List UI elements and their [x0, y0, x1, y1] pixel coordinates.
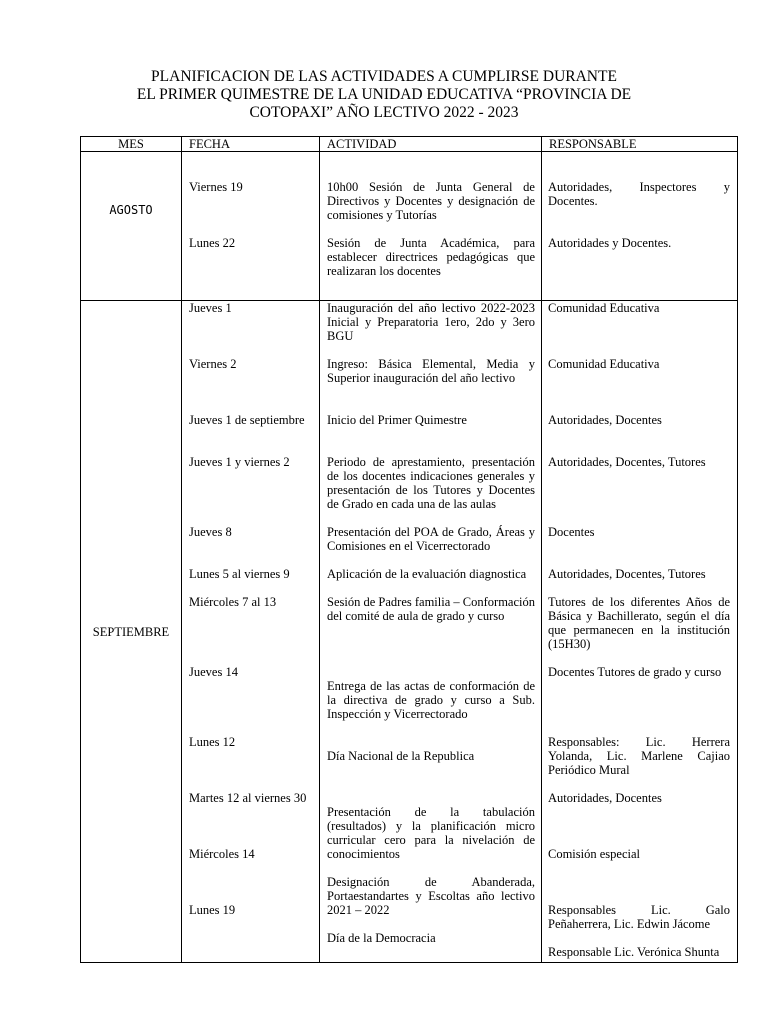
- table-row-agosto: [81, 152, 738, 301]
- fecha-item: Lunes 22: [189, 236, 236, 250]
- fecha-item: Jueves 1 de septiembre: [189, 413, 305, 427]
- actividad-item: Presentación del POA de Grado, Áreas y Comisiones en el Vicerrectorado: [327, 525, 535, 553]
- fecha-item: Lunes 19: [189, 903, 236, 917]
- responsable-item: Autoridades, Docentes: [548, 791, 662, 805]
- fecha-item: Miércoles 7 al 13: [189, 595, 277, 609]
- responsable-item: Autoridades, Docentes: [548, 413, 662, 427]
- fecha-cell-agosto: [182, 152, 320, 301]
- responsable-cell-agosto: [542, 152, 738, 301]
- actividad-item: Sesión de Junta Académica, para establecer directrices pedagógicas que realizaran los docentes: [327, 236, 535, 278]
- actividad-item: Periodo de aprestamiento, presentación de los docentes indicaciones generales y presentación de los Tutores y Docentes de Grado en cada una de las aulas: [327, 455, 535, 511]
- actividad-item: 10h00 Sesión de Junta General de Directivos y Docentes y designación de comisiones y Tutorías: [327, 180, 535, 222]
- fecha-item: Martes 12 al viernes 30: [189, 791, 307, 805]
- actividad-item: Día de la Democracia: [327, 931, 436, 945]
- actividad-item: Ingreso: Básica Elemental, Media y Superior inauguración del año lectivo: [327, 357, 535, 385]
- actividad-item: Día Nacional de la Republica: [327, 749, 475, 763]
- title-line-2: EL PRIMER QUIMESTRE DE LA UNIDAD EDUCATIVA “PROVINCIA DE: [136, 86, 632, 103]
- actividad-item: Entrega de las actas de conformación de la directiva de grado y curso a Sub. Inspección y Vicerrectorado: [327, 679, 535, 721]
- fecha-item: Lunes 12: [189, 735, 236, 749]
- responsable-item: Docentes: [548, 525, 595, 539]
- actividad-item: Designación de Abanderada, Portaestandartes y Escoltas año lectivo 2021 – 2022: [327, 875, 535, 917]
- month-cell-septiembre: [81, 301, 182, 963]
- actividad-item: Aplicación de la evaluación diagnostica: [327, 567, 527, 581]
- title-line-1: PLANIFICACION DE LAS ACTIVIDADES A CUMPLIRSE DURANTE: [151, 68, 617, 85]
- fecha-item: Lunes 5 al viernes 9: [189, 567, 290, 581]
- title-line-3: COTOPAXI” AÑO LECTIVO 2022 - 2023: [249, 104, 519, 121]
- document-title: [80, 68, 688, 122]
- header-mes: MES: [81, 137, 182, 152]
- actividad-item: Inicio del Primer Quimestre: [327, 413, 467, 427]
- fecha-item: Jueves 14: [189, 665, 238, 679]
- responsable-item: Comunidad Educativa: [548, 301, 660, 315]
- responsable-item: Responsables: Lic. Herrera Yolanda, Lic. Marlene Cajiao Periódico Mural: [548, 735, 730, 777]
- table-row-septiembre: [81, 301, 738, 963]
- responsable-item: Tutores de los diferentes Años de Básica y Bachillerato, según el día que permanecen en la institución (15H30): [548, 595, 730, 651]
- responsable-item: Responsable Lic. Verónica Shunta: [548, 945, 720, 959]
- header-row: [81, 137, 738, 152]
- header-fecha: FECHA: [182, 137, 320, 152]
- responsable-item: Comunidad Educativa: [548, 357, 660, 371]
- actividad-cell-agosto: [320, 152, 542, 301]
- fecha-cell-septiembre: [182, 301, 320, 963]
- month-cell-agosto: [81, 152, 182, 301]
- fecha-item: Jueves 1 y viernes 2: [189, 455, 290, 469]
- responsable-item: Autoridades, Docentes, Tutores: [548, 455, 706, 469]
- fecha-item: Jueves 8: [189, 525, 232, 539]
- actividad-item: Presentación de la tabulación (resultados) y la planificación micro curricular cero para la nivelación de conocimientos: [327, 805, 535, 861]
- responsable-item: Responsables Lic. Galo Peñaherrera, Lic. Edwin Jácome: [548, 903, 730, 931]
- responsable-cell-septiembre: [542, 301, 738, 963]
- responsable-item: Autoridades y Docentes.: [548, 236, 672, 250]
- actividad-cell-septiembre: [320, 301, 542, 963]
- month-label: SEPTIEMBRE: [92, 624, 170, 639]
- actividad-item: Inauguración del año lectivo 2022-2023 Inicial y Preparatoria 1ero, 2do y 3ero BGU: [327, 301, 535, 343]
- activities-table: [80, 136, 738, 963]
- fecha-item: Jueves 1: [189, 301, 232, 315]
- fecha-item: Viernes 2: [189, 357, 237, 371]
- responsable-item: Autoridades, Inspectores y Docentes.: [548, 180, 730, 208]
- actividad-item: Sesión de Padres familia – Conformación del comité de aula de grado y curso: [327, 595, 535, 623]
- fecha-item: Miércoles 14: [189, 847, 255, 861]
- fecha-item: Viernes 19: [189, 180, 243, 194]
- header-actividad: ACTIVIDAD: [320, 137, 542, 152]
- responsable-item: Docentes Tutores de grado y curso: [548, 665, 722, 679]
- responsable-item: Comisión especial: [548, 847, 640, 861]
- header-responsable: RESPONSABLE: [542, 137, 738, 152]
- month-label: AGOSTO: [109, 203, 153, 217]
- responsable-item: Autoridades, Docentes, Tutores: [548, 567, 706, 581]
